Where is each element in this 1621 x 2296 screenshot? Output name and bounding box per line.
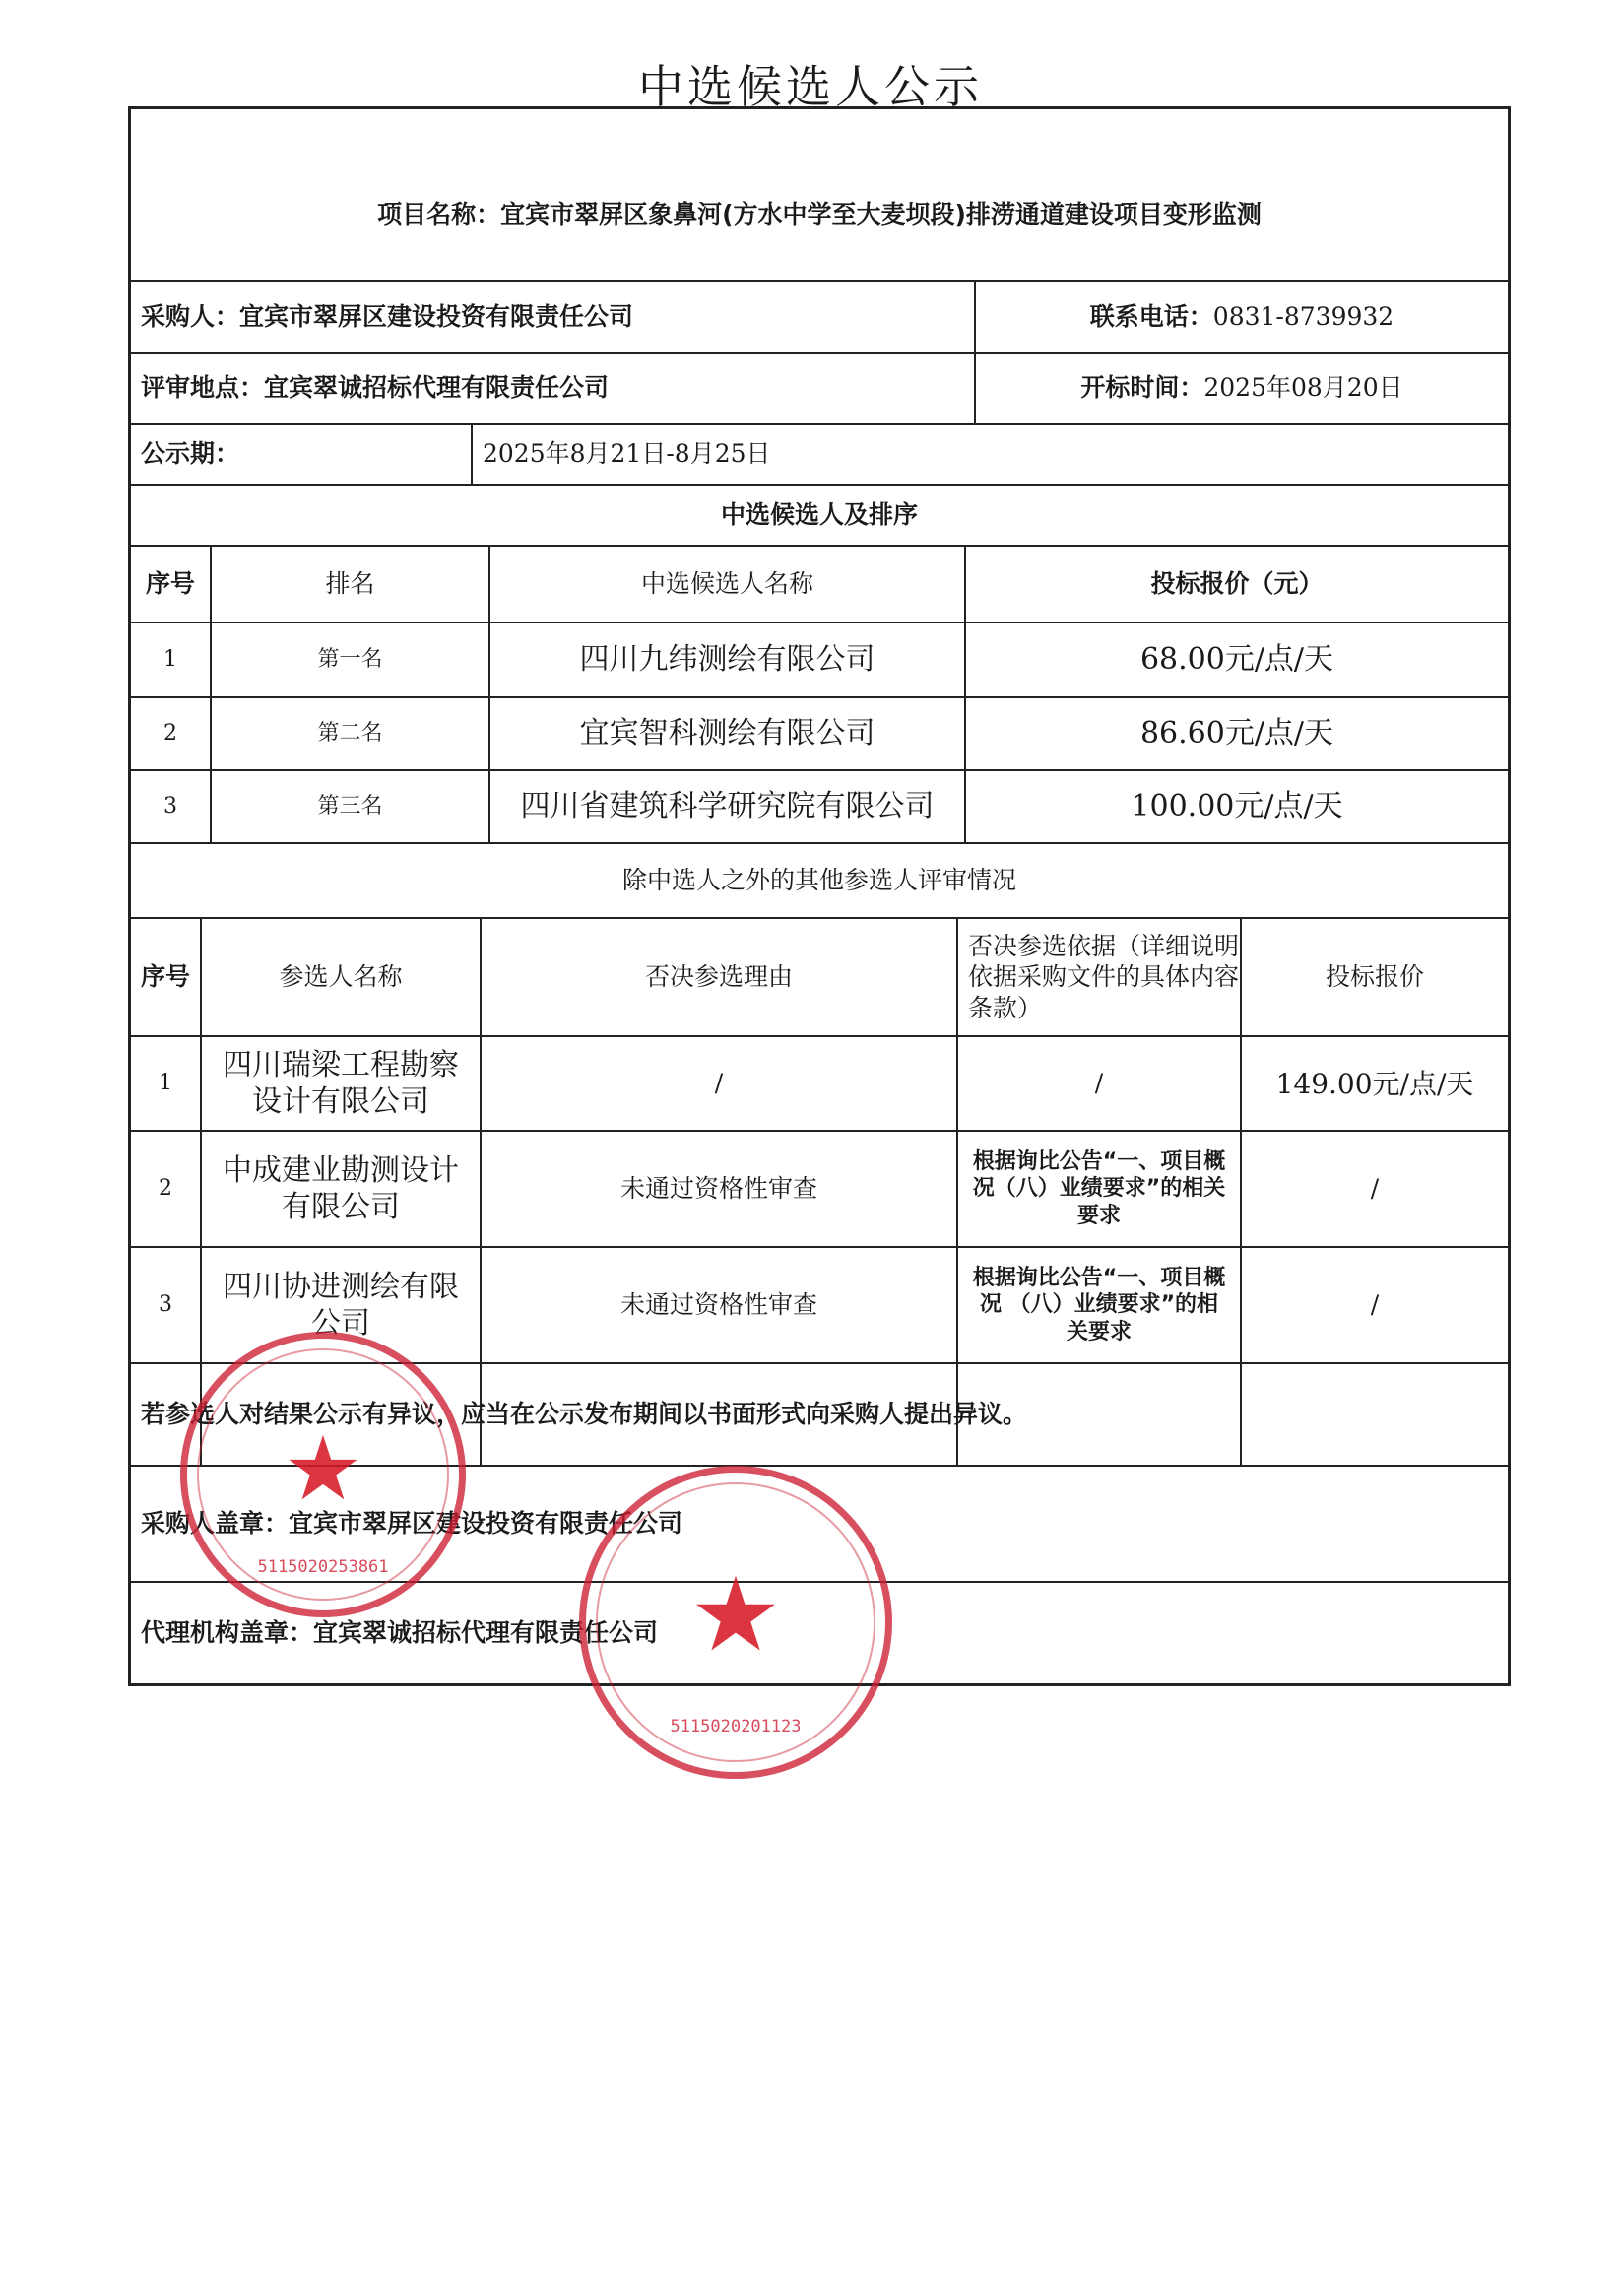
s2-row-price: / [1370,1290,1380,1320]
s2-header-price: 投标报价 [1325,962,1424,992]
review-place-cell [131,354,974,423]
agency-stamp-code: 5115020201123 [670,1717,802,1737]
s1-header-name: 中选候选人名称 [640,569,813,599]
s1-header-rank: 排名 [325,569,375,599]
s2-row-price: / [1370,1174,1380,1204]
agency-seal-stamp [579,1466,892,1779]
s1-row-name: 宜宾智科测绘有限公司 [579,716,875,752]
purchaser-seal-label: 采购人盖章： [141,1509,290,1539]
purchaser-label: 采购人： [141,301,240,331]
s1-row-rank: 第三名 [317,794,383,820]
phone-cell [976,282,1508,352]
objection-note: 若参选人对结果公示有异议，应当在公示发布期间以书面形式向采购人提出异议。 [141,1400,1028,1429]
red-star-icon: ★ [689,1554,782,1674]
red-star-icon: ★ [283,1417,363,1521]
purchaser-seal-value: 宜宾市翠屏区建设投资有限责任公司 [289,1509,683,1539]
s2-row-name: 四川协进测绘有限公司 [223,1269,459,1341]
s2-row-no: 3 [159,1292,172,1318]
s2-header-no: 序号 [140,962,190,992]
s1-row-rank: 第二名 [317,721,383,747]
s2-row-name: 四川瑞梁工程勘察设计有限公司 [223,1047,459,1119]
purchaser-stamp-code: 5115020253861 [257,1557,389,1577]
s2-row-price: 149.00元/点/天 [1275,1067,1474,1100]
s1-row-name: 四川省建筑科学研究院有限公司 [520,789,935,824]
s1-row-price: 86.60元/点/天 [1139,716,1334,752]
agency-seal-label: 代理机构盖章： [141,1618,314,1648]
s2-row-no: 1 [159,1071,172,1096]
project-label: 项目名称： [377,199,501,229]
section2-title: 除中选人之外的其他参选人评审情况 [621,866,1016,895]
s1-row-price: 100.00元/点/天 [1131,789,1343,824]
s2-row-basis: 根据询比公告“一、项目概况 （八）业绩要求”的相关要求 [972,1265,1226,1345]
s2-row-reason: / [714,1069,724,1098]
s1-row-no: 2 [163,721,177,747]
project-name: 宜宾市翠屏区象鼻河(方水中学至大麦坝段)排涝通道建设项目变形监测 [500,199,1262,229]
s2-row-reason: 未通过资格性审查 [619,1290,817,1320]
phone-value: 0831-8739932 [1212,301,1394,331]
s2-row-name: 中成建业勘测设计有限公司 [223,1152,459,1224]
review-place-label: 评审地点： [141,373,265,403]
s1-header-no: 序号 [145,569,195,599]
agency-seal-value: 宜宾翠诚招标代理有限责任公司 [313,1618,659,1648]
phone-label: 联系电话： [1089,301,1213,331]
review-place-value: 宜宾翠诚招标代理有限责任公司 [264,373,610,403]
open-time-cell [976,354,1508,423]
project-row [131,109,1508,280]
purchaser-seal-stamp [180,1332,466,1617]
purchaser-cell [131,282,974,352]
page-title: 中选候选人公示 [638,60,983,113]
s2-header-name: 参选人名称 [279,962,403,992]
section1-title: 中选候选人及排序 [720,500,918,530]
open-time-label: 开标时间： [1080,373,1204,403]
notice-period-label: 公示期： [141,439,240,469]
purchaser-name: 宜宾市翠屏区建设投资有限责任公司 [239,301,634,331]
s2-row-reason: 未通过资格性审查 [619,1174,817,1204]
s1-row-name: 四川九纬测绘有限公司 [579,642,875,678]
s2-header-basis: 否决参选依据（详细说明依据采购文件的具体内容条款） [968,932,1240,1022]
s1-row-no: 3 [163,794,177,820]
s2-row-basis: 根据询比公告“一、项目概况（八）业绩要求”的相关要求 [972,1148,1226,1228]
s2-row-basis: / [1094,1069,1104,1098]
notice-period-value: 2025年8月21日-8月25日 [483,439,771,469]
s2-row-no: 2 [159,1176,172,1202]
s2-header-reason: 否决参选理由 [644,962,793,992]
open-time-value: 2025年08月20日 [1203,373,1403,403]
s1-header-price: 投标报价（元） [1150,569,1324,599]
s1-row-price: 68.00元/点/天 [1139,642,1334,678]
s1-row-rank: 第一名 [317,647,383,673]
s1-row-no: 1 [163,647,177,673]
